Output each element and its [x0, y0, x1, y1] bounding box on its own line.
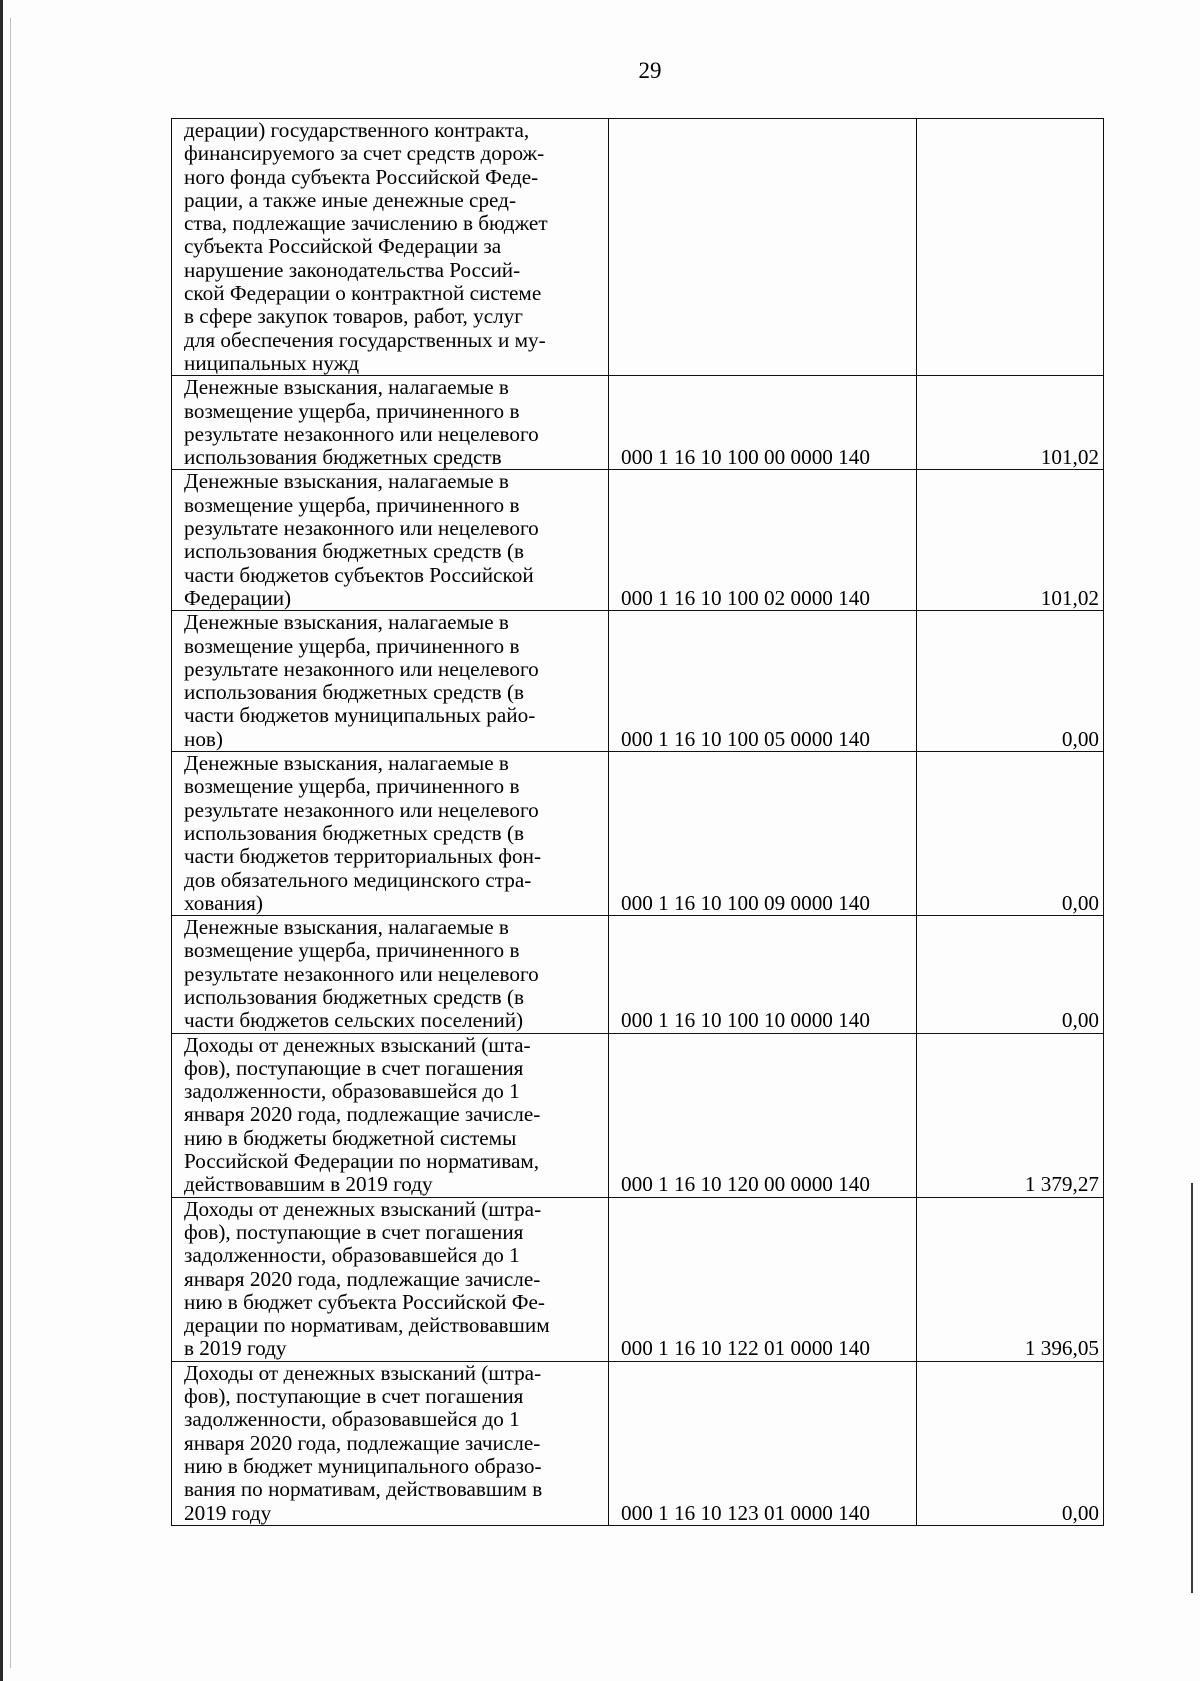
table-row [172, 119, 1104, 376]
budget-code-cell: 000 1 16 10 100 00 0000 140 [609, 376, 917, 470]
revenue-name-line: возмещение ущерба, причиненного в [184, 398, 520, 423]
revenue-name-line: дерации) государственного контракта, [184, 118, 530, 142]
amount-cell: 0,00 [917, 1361, 1104, 1525]
revenue-name-line: ниципальных нужд [184, 350, 360, 375]
revenue-name-cell [172, 916, 609, 1033]
revenue-name-line: дов обязательного медицинского стра- [184, 867, 532, 892]
revenue-name-line: задолженности, образовавшейся до 1 [184, 1243, 520, 1268]
revenue-name-line: результате незаконного или нецелевого [184, 656, 539, 681]
revenue-table [171, 118, 1104, 1526]
table-row [172, 470, 1104, 611]
amount-cell: 0,00 [917, 752, 1104, 916]
revenue-name-line: действовавшим в 2019 году [184, 1172, 433, 1197]
amount-cell: 101,02 [917, 470, 1104, 611]
revenue-name-line: 2019 году [184, 1500, 272, 1525]
table-row [172, 752, 1104, 916]
budget-code-cell: 000 1 16 10 123 01 0000 140 [609, 1361, 917, 1525]
amount-cell: 1 396,05 [917, 1197, 1104, 1361]
revenue-name-line: нарушение законодательства Россий- [184, 257, 521, 282]
revenue-name-line: использования бюджетных средств (в [184, 539, 525, 564]
table-row [172, 1197, 1104, 1361]
revenue-name-line: Доходы от денежных взысканий (штра- [184, 1361, 542, 1385]
revenue-name-line: финансируемого за счет средств дорож- [184, 141, 545, 166]
revenue-name-line: Денежные взыскания, налагаемые в [184, 469, 509, 494]
table-row [172, 916, 1104, 1033]
revenue-name-line: возмещение ущерба, причиненного в [184, 938, 520, 963]
revenue-name-cell [172, 119, 609, 376]
revenue-name-line: результате незаконного или нецелевого [184, 961, 539, 986]
revenue-name-line: дерации по нормативам, действовавшим [184, 1313, 550, 1338]
table-row [172, 1361, 1104, 1525]
revenue-name-line: вания по нормативам, действовавшим в [184, 1477, 543, 1502]
revenue-name-line: в сфере закупок товаров, работ, услуг [184, 304, 523, 329]
revenue-name-line: Денежные взыскания, налагаемые в [184, 915, 509, 940]
revenue-name-line: хования) [184, 890, 263, 915]
page-number: 29 [638, 58, 662, 83]
revenue-name-line: части бюджетов сельских поселений) [184, 1008, 524, 1033]
budget-code-cell: 000 1 16 10 100 09 0000 140 [609, 752, 917, 916]
scan-edge-line [10, 18, 11, 1668]
budget-code-cell: 000 1 16 10 120 00 0000 140 [609, 1033, 917, 1197]
revenue-name-line: января 2020 года, подлежащие зачисле- [184, 1266, 541, 1291]
revenue-name-line: Доходы от денежных взысканий (штра- [184, 1197, 542, 1221]
revenue-name-line: в 2019 году [184, 1336, 287, 1361]
revenue-name-cell [172, 1197, 609, 1361]
revenue-name-line: субъекта Российской Федерации за [184, 234, 502, 259]
amount-cell: 0,00 [917, 611, 1104, 752]
scan-edge-left [0, 0, 3, 1681]
revenue-name-line: части бюджетов территориальных фон- [184, 844, 542, 869]
revenue-name-line: результате незаконного или нецелевого [184, 421, 539, 446]
budget-code-cell: 000 1 16 10 122 01 0000 140 [609, 1197, 917, 1361]
revenue-name-line: ства, подлежащие зачислению в бюджет [184, 211, 548, 236]
revenue-name-line: нию в бюджет субъекта Российской Фе- [184, 1289, 545, 1314]
revenue-name-cell [172, 1361, 609, 1525]
revenue-name-line: результате незаконного или нецелевого [184, 516, 539, 541]
revenue-name-line: задолженности, образовавшейся до 1 [184, 1407, 520, 1432]
revenue-name-line: фов), поступающие в счет погашения [184, 1219, 524, 1244]
revenue-name-line: задолженности, образовавшейся до 1 [184, 1079, 520, 1104]
revenue-name-line: нов) [184, 726, 223, 751]
amount-cell [917, 119, 1104, 376]
revenue-name-line: января 2020 года, подлежащие зачисле- [184, 1102, 541, 1127]
revenue-name-line: Денежные взыскания, налагаемые в [184, 610, 509, 635]
revenue-name-line: Российской Федерации по нормативам, [184, 1149, 540, 1174]
revenue-name-line: Денежные взыскания, налагаемые в [184, 375, 509, 400]
revenue-name-cell [172, 752, 609, 916]
revenue-name-line: нию в бюджет муниципального образо- [184, 1453, 542, 1478]
budget-code-cell: 000 1 16 10 100 02 0000 140 [609, 470, 917, 611]
revenue-name-line: Денежные взыскания, налагаемые в [184, 751, 509, 776]
revenue-name-line: января 2020 года, подлежащие зачисле- [184, 1430, 541, 1455]
revenue-name-line: ской Федерации о контрактной системе [184, 281, 542, 306]
amount-cell: 101,02 [917, 376, 1104, 470]
table-row [172, 611, 1104, 752]
revenue-name-line: результате незаконного или нецелевого [184, 797, 539, 822]
revenue-name-line: нию в бюджеты бюджетной системы [184, 1125, 517, 1150]
revenue-name-line: использования бюджетных средств (в [184, 820, 525, 845]
table-row [172, 376, 1104, 470]
revenue-name-cell [172, 611, 609, 752]
budget-code-cell: 000 1 16 10 100 05 0000 140 [609, 611, 917, 752]
amount-cell: 0,00 [917, 916, 1104, 1033]
revenue-name-line: использования бюджетных средств (в [184, 680, 525, 705]
revenue-name-cell [172, 376, 609, 470]
revenue-name-line: возмещение ущерба, причиненного в [184, 492, 520, 517]
revenue-name-line: части бюджетов муниципальных райо- [184, 703, 536, 728]
revenue-name-line: использования бюджетных средств (в [184, 984, 525, 1009]
revenue-name-line: фов), поступающие в счет погашения [184, 1055, 524, 1080]
revenue-name-line: использования бюджетных средств [184, 445, 502, 470]
revenue-name-cell [172, 470, 609, 611]
scan-edge-right [1191, 1183, 1193, 1593]
revenue-name-line: возмещение ущерба, причиненного в [184, 774, 520, 799]
revenue-table-body [172, 119, 1104, 1526]
revenue-name-line: для обеспечения государственных и му- [184, 327, 546, 352]
table-row [172, 1033, 1104, 1197]
amount-cell: 1 379,27 [917, 1033, 1104, 1197]
revenue-name-line: части бюджетов субъектов Российской [184, 562, 534, 587]
revenue-name-line: рации, а также иные денежные сред- [184, 187, 516, 212]
revenue-name-line: Доходы от денежных взысканий (шта- [184, 1033, 531, 1057]
revenue-name-line: Федерации) [184, 585, 292, 610]
revenue-name-line: фов), поступающие в счет погашения [184, 1384, 524, 1409]
revenue-name-line: возмещение ущерба, причиненного в [184, 633, 520, 658]
budget-code-cell [609, 119, 917, 376]
budget-code-cell: 000 1 16 10 100 10 0000 140 [609, 916, 917, 1033]
revenue-name-cell [172, 1033, 609, 1197]
revenue-name-line: ного фонда субъекта Российской Феде- [184, 164, 539, 189]
